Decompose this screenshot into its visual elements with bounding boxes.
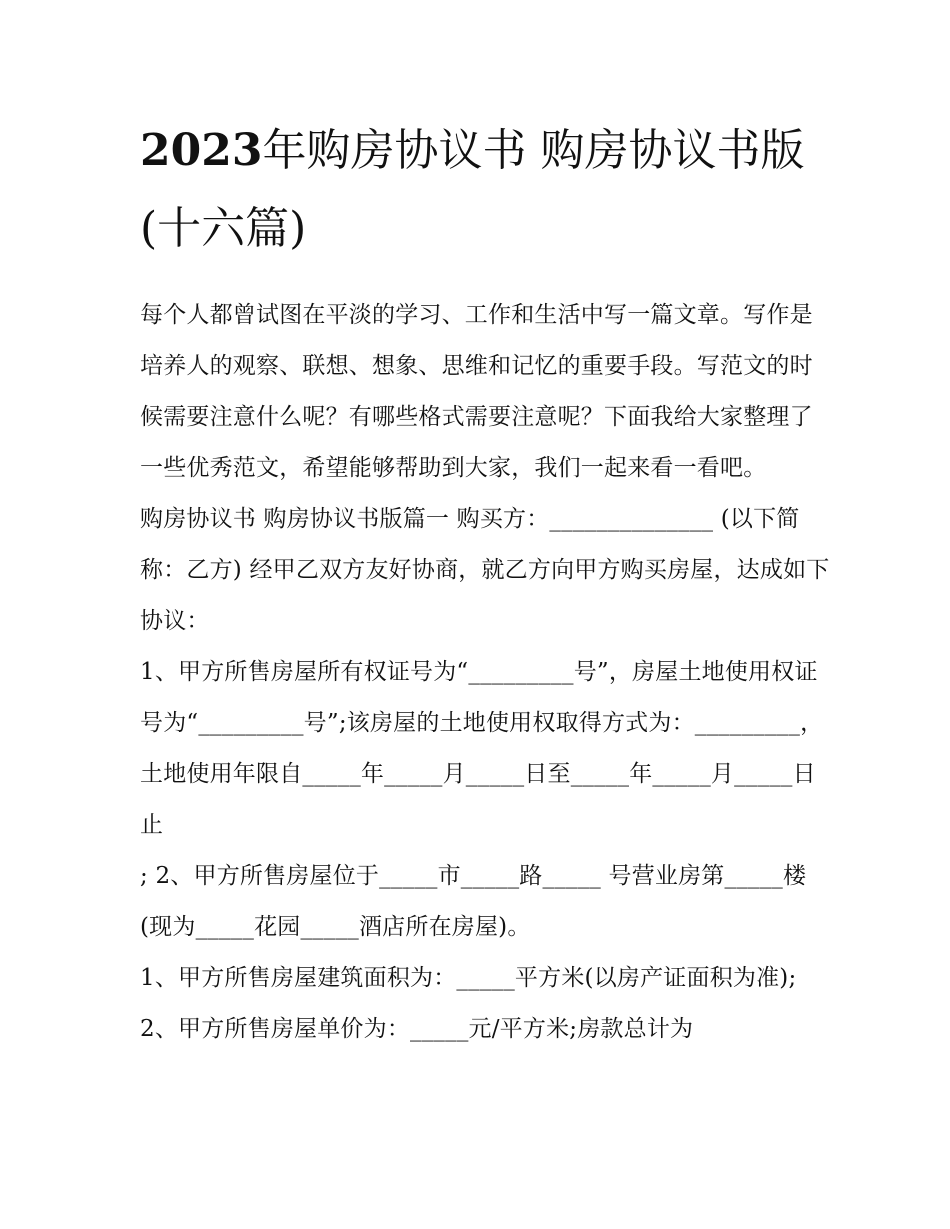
agreement-opening-paragraph: 购房协议书 购房协议书版篇一 购买方：______________ (以下简称：乙方) 经甲乙双方友好协商，就乙方向甲方购买房屋，达成如下协议： bbox=[140, 506, 830, 634]
document-body bbox=[140, 112, 830, 1055]
document-title bbox=[140, 112, 830, 268]
ownership-certificate-paragraph: 1、甲方所售房屋所有权证号为“_________号”，房屋土地使用权证号为“_________号”;该房屋的土地使用权取得方式为：_________，土地使用年限自_____年_____月_____日至_____年_____月_____日止 bbox=[140, 659, 824, 838]
title-year: 2023 bbox=[140, 125, 263, 176]
intro-paragraph: 每个人都曾试图在平淡的学习、工作和生活中写一篇文章。写作是培养人的观察、联想、想象、思维和记忆的重要手段。写范文的时候需要注意什么呢？有哪些格式需要注意呢？下面我给大家整理了一些优秀范文，希望能够帮助到大家，我们一起来看一看吧。 bbox=[140, 302, 813, 481]
property-location-paragraph: ; 2、甲方所售房屋位于_____市_____路_____ 号营业房第_____楼(现为_____花园_____酒店所在房屋)。 bbox=[140, 863, 807, 940]
title-text: 年购房协议书 购房协议书版(十六篇) bbox=[140, 125, 805, 254]
area-price-paragraph: 1、甲方所售房屋建筑面积为：_____平方米(以房产证面积为准); 2、甲方所售房屋单价为：_____元/平方米;房款总计为 bbox=[140, 965, 797, 1042]
